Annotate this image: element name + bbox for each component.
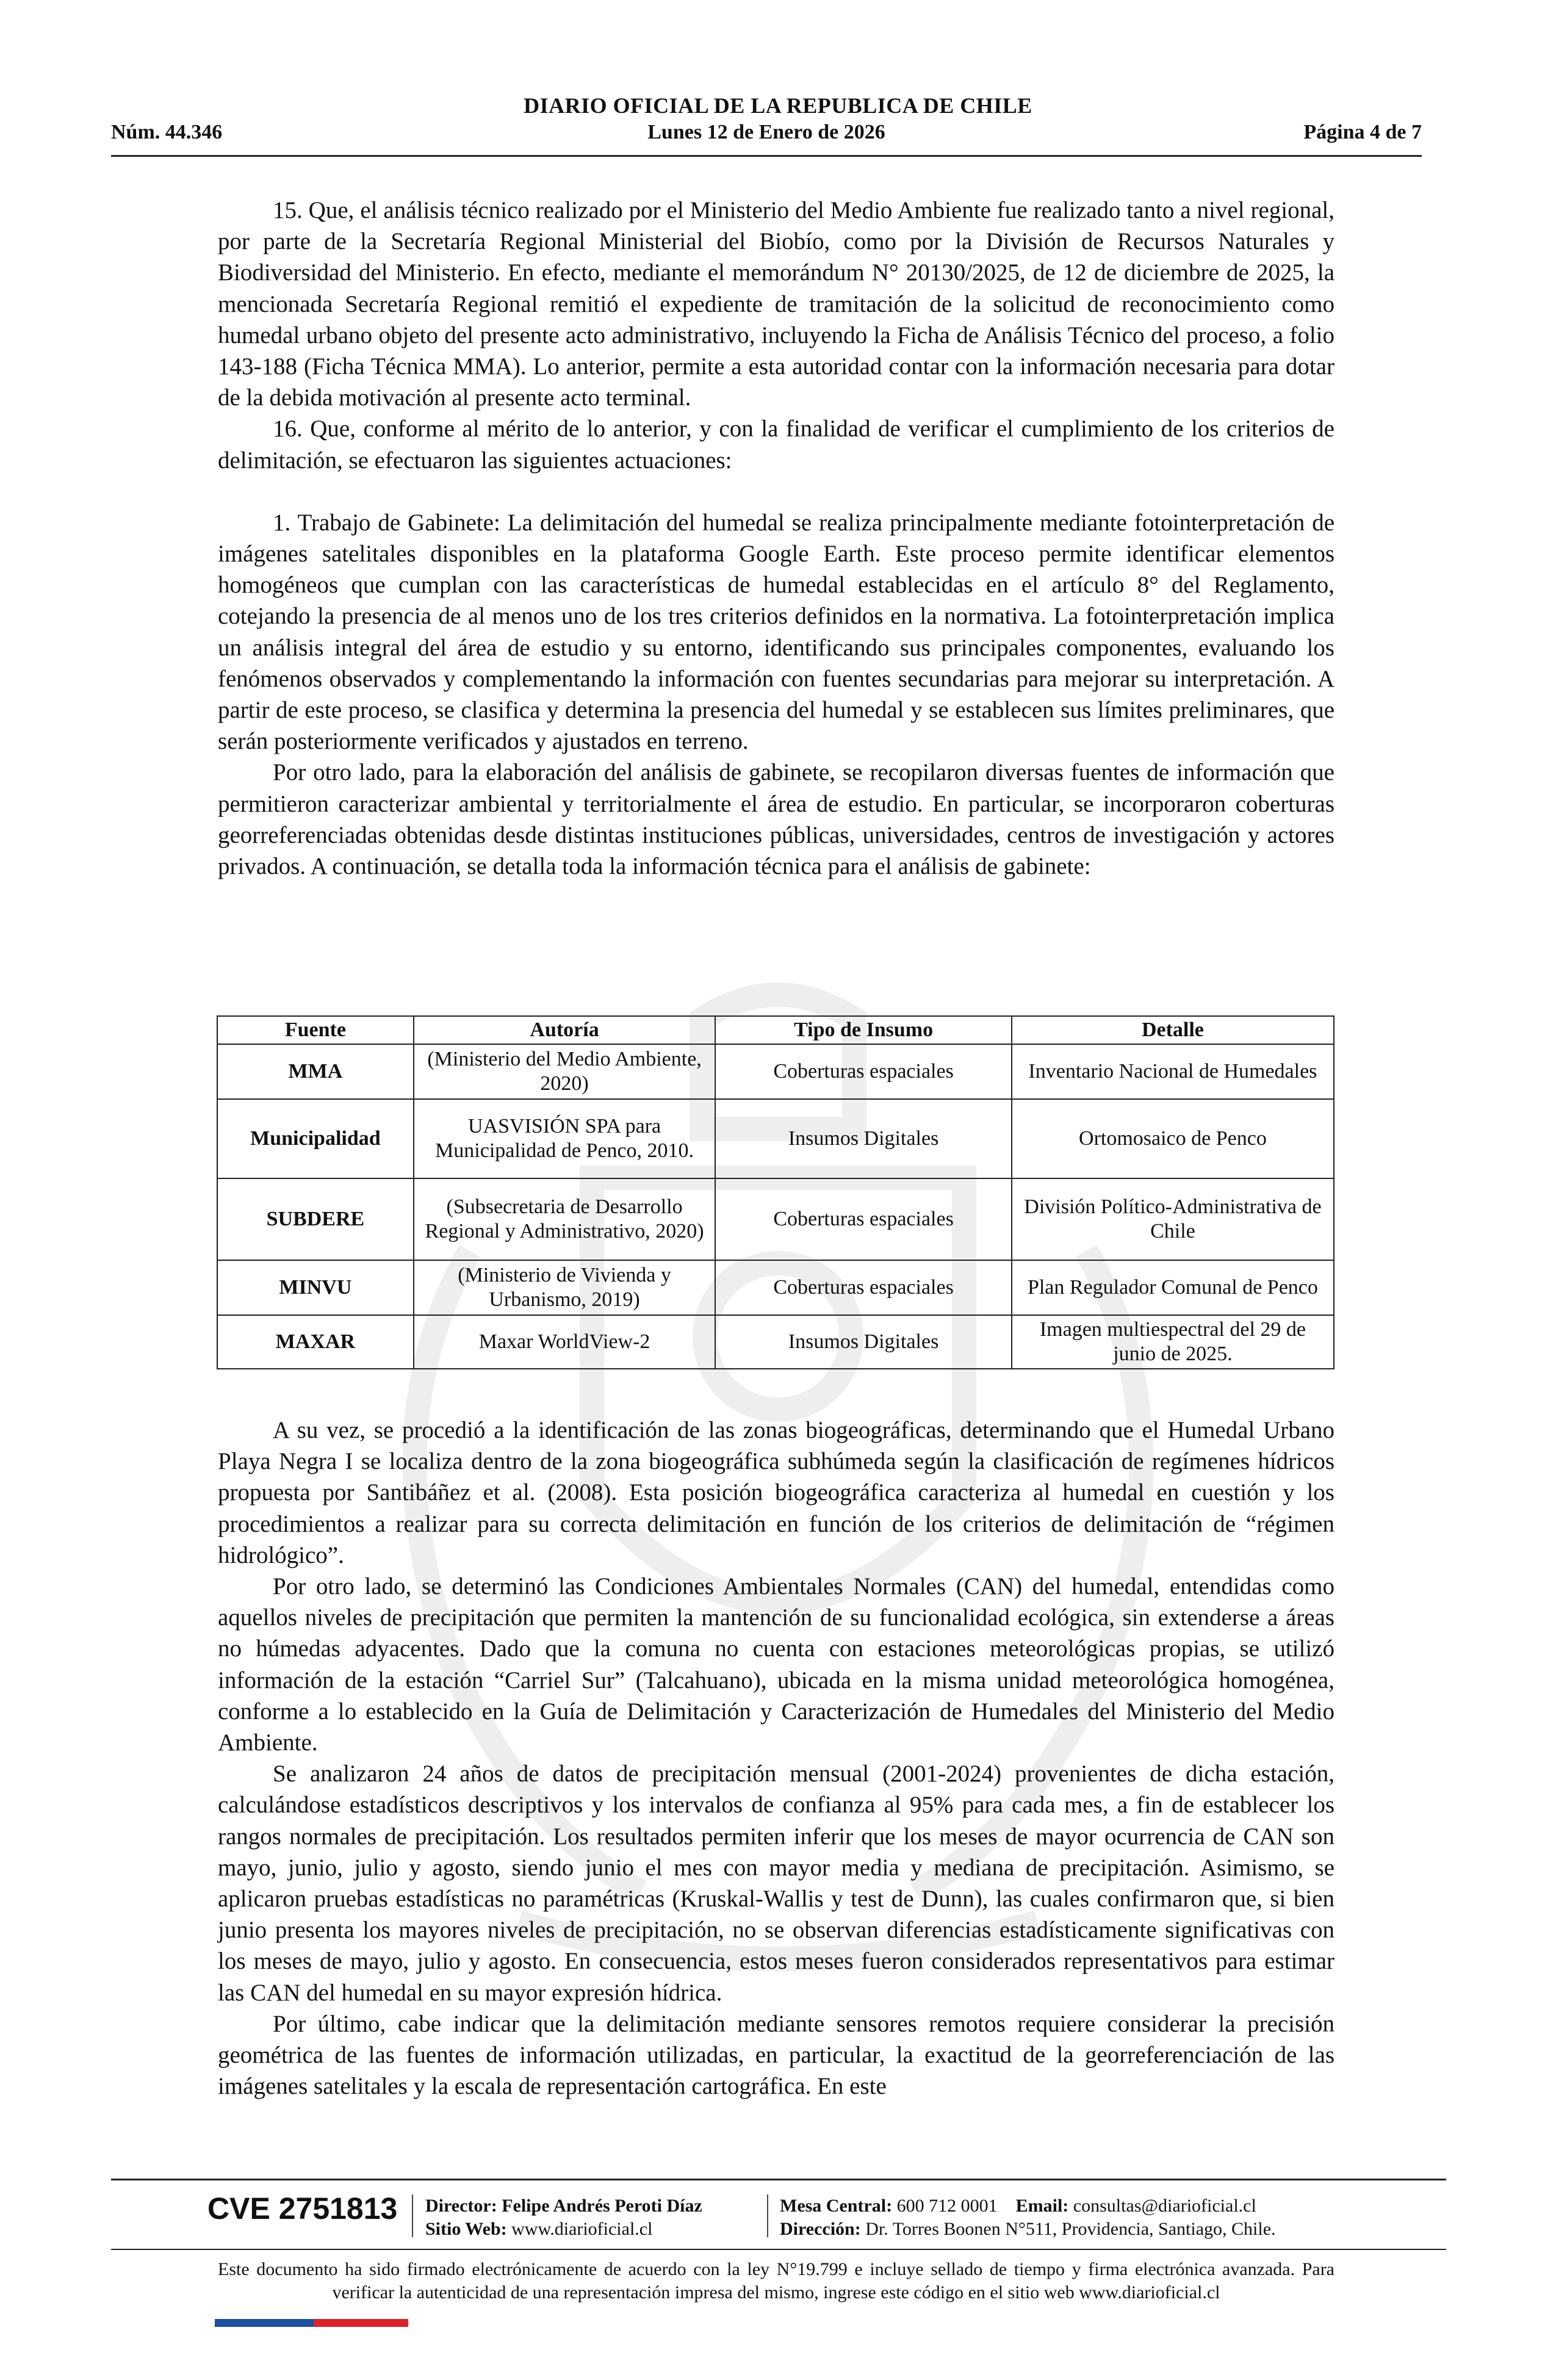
table-row	[217, 1044, 1334, 1099]
footer-divider-mid	[111, 2249, 1446, 2250]
cell-tipo: Insumos Digitales	[715, 1315, 1012, 1369]
cell-fuente: Municipalidad	[217, 1099, 414, 1178]
cell-tipo: Coberturas espaciales	[715, 1260, 1012, 1315]
cell-autoria: UASVISIÓN SPA para Municipalidad de Penco, 2010.	[414, 1099, 716, 1178]
paragraph-fuentes: Por otro lado, para la elaboración del análisis de gabinete, se recopilaron diversas fuentes de información que permitieron caracterizar ambiental y territorialmente el área de estudio. En particular, se incorporaron coberturas georreferenciadas obtenidas desde distintas instituciones públicas, universidades, centros de investigación y actores privados. A continuación, se detalla toda la información técnica para el análisis de gabinete:	[218, 759, 1334, 880]
newspaper-title: DIARIO OFICIAL DE LA REPUBLICA DE CHILE	[524, 93, 1032, 118]
body-section-bottom	[218, 1415, 1334, 2102]
cell-detalle: Ortomosaico de Penco	[1012, 1099, 1334, 1178]
cell-fuente: MAXAR	[217, 1315, 414, 1369]
footer-separator	[412, 2194, 413, 2237]
paragraph-15: 15. Que, el análisis técnico realizado por el Ministerio del Medio Ambiente fue realizado tanto a nivel regional, por parte de la Secretaría Regional Ministerial del Biobío, como por la División de Recursos Naturales y Biodiversidad del Ministerio. En efecto, mediante el memorándum N° 20130/2025, de 12 de diciembre de 2025, la mencionada Secretaría Regional remitió el expediente de tramitación de la solicitud de reconocimiento como humedal urbano objeto del presente acto administrativo, incluyendo la Ficha de Análisis Técnico del proceso, a folio 143-188 (Ficha Técnica MMA). Lo anterior, permite a esta autoridad contar con la información necesaria para dotar de la debida motivación al presente acto terminal.	[218, 197, 1334, 411]
footer-contact-block	[780, 2194, 1276, 2241]
cell-detalle: Inventario Nacional de Humedales	[1012, 1044, 1334, 1099]
paragraph-16: 16. Que, conforme al mérito de lo anterior, y con la finalidad de verificar el cumplimiento de los criterios de delimitación, se efectuaron las siguientes actuaciones:	[218, 416, 1334, 474]
table-row	[217, 1260, 1334, 1315]
cell-autoria: Maxar WorldView-2	[414, 1315, 716, 1369]
email-label: Email:	[1015, 2196, 1069, 2216]
address-label: Dirección:	[780, 2219, 861, 2239]
col-header-fuente: Fuente	[217, 1016, 414, 1044]
footer-divider-top	[111, 2179, 1446, 2180]
cell-tipo: Insumos Digitales	[715, 1099, 1012, 1178]
page-indicator: Página 4 de 7	[1303, 121, 1422, 143]
cell-autoria: (Subsecretaria de Desarrollo Regional y Administrativo, 2020)	[414, 1178, 716, 1260]
email-link[interactable]: consultas@diarioficial.cl	[1073, 2196, 1256, 2216]
footer-director-block	[425, 2194, 702, 2241]
cell-fuente: SUBDERE	[217, 1178, 414, 1260]
issue-date: Lunes 12 de Enero de 2026	[647, 121, 885, 143]
footer-separator	[767, 2194, 768, 2237]
table-row	[217, 1178, 1334, 1260]
paragraph-sensores: Por último, cabe indicar que la delimitación mediante sensores remotos requiere considerar la precisión geométrica de las fuentes de información utilizadas, en particular, la exactitud de la georreferenciación de las imágenes satelitales y la escala de representación cartográfica. En este	[218, 2010, 1334, 2100]
table-header-row	[217, 1016, 1334, 1044]
paragraph-biogeografia: A su vez, se procedió a la identificación de las zonas biogeográficas, determinando que el Humedal Urbano Playa Negra I se localiza dentro de la zona biogeográfica subhúmeda según la clasificación de regímenes hídricos propuesta por Santibáñez et al. (2008). Esta posición biogeográfica caracteriza al humedal en cuestión y los procedimientos a realizar para su correcta delimitación en función de los criterios de delimitación de “régimen hidrológico”.	[218, 1417, 1334, 1568]
col-header-tipo: Tipo de Insumo	[715, 1016, 1012, 1044]
cell-autoria: (Ministerio de Vivienda y Urbanismo, 2019)	[414, 1260, 716, 1315]
paragraph-gabinete: 1. Trabajo de Gabinete: La delimitación del humedal se realiza principalmente mediante fotointerpretación de imágenes satelitales disponibles en la plataforma Google Earth. Este proceso permite identificar elementos homogéneos que cumplan con las características de humedal establecidas en el artículo 8° del Reglamento, cotejando la presencia de al menos uno de los tres criterios definidos en la normativa. La fotointerpretación implica un análisis integral del área de estudio y su entorno, identificando sus principales componentes, evaluando los fenómenos observados y complementando la información con fuentes secundarias para mejorar su interpretación. A partir de este proceso, se clasifica y determina la presencia del humedal y se establecen sus límites preliminares, que serán posteriormente verificados y ajustados en terreno.	[218, 509, 1334, 755]
mesa-label: Mesa Central:	[780, 2196, 893, 2216]
information-sources-table	[217, 1015, 1334, 1369]
director-name: Felipe Andrés Peroti Díaz	[502, 2196, 702, 2216]
director-label: Director:	[425, 2196, 497, 2216]
cell-fuente: MMA	[217, 1044, 414, 1099]
paragraph-precipitacion: Se analizaron 24 años de datos de precipitación mensual (2001-2024) provenientes de dicha estación, calculándose estadísticos descriptivos y los intervalos de confianza al 95% para cada mes, a fin de establecer los rangos normales de precipitación. Los resultados permiten inferir que los meses de mayor ocurrencia de CAN son mayo, junio, julio y agosto, siendo junio el mes con mayor media y mediana de precipitación. Asimismo, se aplicaron pruebas estadísticas no paramétricas (Kruskal-Wallis y test de Dunn), las cuales confirmaron que, si bien junio presenta los mayores niveles de precipitación, no se observan diferencias estadísticamente significativas con los meses de mayo, julio y agosto. En consecuencia, estos meses fueron considerados representativos para estimar las CAN del humedal en su mayor expresión hídrica.	[218, 1761, 1334, 2006]
cell-tipo: Coberturas espaciales	[715, 1044, 1012, 1099]
flag-stripe-blue	[215, 2319, 314, 2327]
paragraph-can: Por otro lado, se determinó las Condiciones Ambientales Normales (CAN) del humedal, entendidas como aquellos niveles de precipitación que permiten la mantención de su funcionalidad ecológica, sin extenderse a áreas no húmedas adyacentes. Dado que la comuna no cuenta con estaciones meteorológicas propias, se utilizó información de la estación “Carriel Sur” (Talcahuano), ubicada en la misma unidad meteorológica homogénea, conforme a lo establecido en la Guía de Delimitación y Caracterización de Humedales del Ministerio del Medio Ambiente.	[218, 1573, 1334, 1756]
cell-detalle: División Político-Administrativa de Chile	[1012, 1178, 1334, 1260]
address-value: Dr. Torres Boonen N°511, Providencia, Santiago, Chile.	[865, 2219, 1276, 2239]
issue-number: Núm. 44.346	[111, 121, 223, 143]
header-divider	[111, 155, 1422, 157]
col-header-autoria: Autoría	[414, 1016, 716, 1044]
body-section-top	[218, 195, 1334, 882]
website-label: Sitio Web:	[425, 2219, 507, 2239]
flag-stripe-red	[314, 2319, 408, 2327]
table-row	[217, 1099, 1334, 1178]
col-header-detalle: Detalle	[1012, 1016, 1334, 1044]
header-row	[111, 121, 1422, 148]
signature-note: Este documento ha sido firmado electrónicamente de acuerdo con la ley N°19.799 e incluye sellado de tiempo y firma electrónica avanzada. Para verificar la autenticidad de una representación impresa del mismo, ingrese este código en el sitio web www.diarioficial.cl	[218, 2259, 1334, 2302]
cell-autoria: (Ministerio del Medio Ambiente, 2020)	[414, 1044, 716, 1099]
table-row	[217, 1315, 1334, 1369]
website-link[interactable]: www.diarioficial.cl	[511, 2219, 653, 2239]
cell-fuente: MINVU	[217, 1260, 414, 1315]
cell-detalle: Imagen multiespectral del 29 de junio de 2025.	[1012, 1315, 1334, 1369]
cve-code: CVE 2751813	[207, 2191, 398, 2226]
mesa-phone: 600 712 0001	[896, 2196, 998, 2216]
cell-tipo: Coberturas espaciales	[715, 1178, 1012, 1260]
cell-detalle: Plan Regulador Comunal de Penco	[1012, 1260, 1334, 1315]
